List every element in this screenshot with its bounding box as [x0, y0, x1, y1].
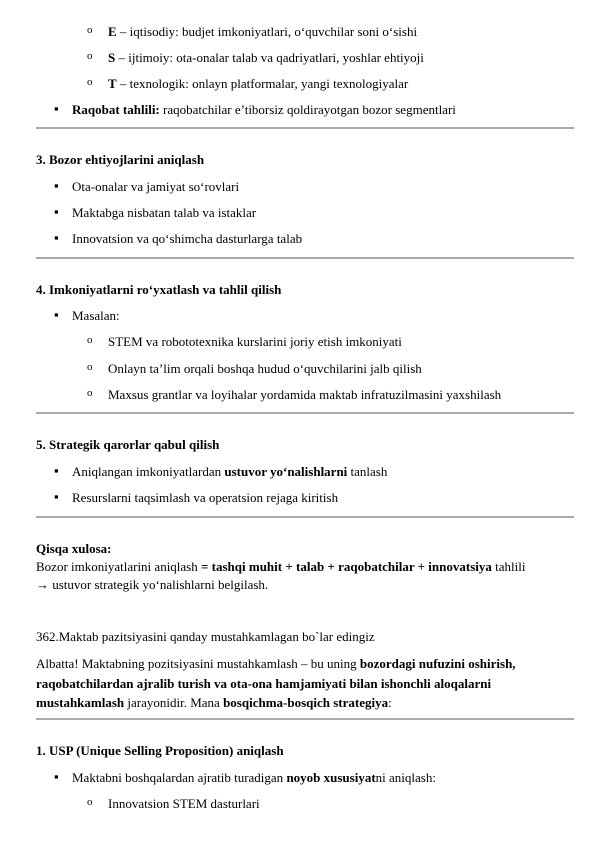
- list-item-label: Raqobat tahlili:: [72, 102, 160, 117]
- circle-bullet-icon: o: [87, 76, 93, 88]
- sublist-item: [87, 387, 502, 403]
- sublist-item-economic: [87, 24, 418, 40]
- answer-paragraph: [36, 654, 576, 713]
- circle-bullet-icon: o: [87, 387, 93, 399]
- sublist-item-key: S: [108, 50, 116, 65]
- section-heading-usp: 1. USP (Unique Selling Proposition) aniqlash: [36, 743, 284, 758]
- square-bullet-icon: ▪: [54, 204, 59, 219]
- list-item-text: Maktabni boshqalardan ajratib turadigan: [72, 770, 287, 785]
- list-item-text: Aniqlangan imkoniyatlardan: [72, 464, 225, 479]
- answer-text: Albatta! Maktabning pozitsiyasini mustahkamlash – bu uning: [36, 656, 360, 671]
- list-item-emphasis: ustuvor yo‘nalishlarni: [224, 464, 348, 479]
- circle-bullet-icon: o: [87, 796, 93, 808]
- list-item: [54, 463, 388, 480]
- square-bullet-icon: ▪: [54, 307, 59, 322]
- square-bullet-icon: ▪: [54, 178, 59, 193]
- divider: [36, 516, 574, 518]
- sublist-item: [87, 361, 422, 377]
- sublist-item-text: Onlayn ta’lim orqali boshqa hudud o‘quvchilarini jalb qilish: [108, 361, 422, 376]
- divider: [36, 718, 574, 720]
- sublist-item-text: – iqtisodiy: budjet imkoniyatlari, o‘quvchilar soni o‘sishi: [116, 24, 418, 39]
- list-item-text: Ota-onalar va jamiyat so‘rovlari: [72, 179, 240, 194]
- divider: [36, 127, 574, 129]
- square-bullet-icon: ▪: [54, 463, 59, 478]
- circle-bullet-icon: o: [87, 24, 93, 36]
- summary-text-end: tahlili: [491, 559, 526, 574]
- square-bullet-icon: ▪: [54, 489, 59, 504]
- list-item: [54, 489, 339, 506]
- summary-line: [36, 559, 525, 575]
- section-heading-5: 5. Strategik qarorlar qabul qilish: [36, 437, 220, 452]
- list-item-text: Masalan:: [72, 308, 120, 323]
- list-item-text: Maktabga nisbatan talab va istaklar: [72, 205, 257, 220]
- list-item-emphasis: noyob xususiyat: [286, 770, 376, 785]
- circle-bullet-icon: o: [87, 361, 93, 373]
- summary-title: Qisqa xulosa:: [36, 541, 112, 556]
- summary-text: Bozor imkoniyatlarini aniqlash: [36, 559, 201, 574]
- list-item-text: Innovatsion va qo‘shimcha dasturlarga talab: [72, 231, 303, 246]
- sublist-item-text: – texnologik: onlayn platformalar, yangi texnologiyalar: [116, 76, 409, 91]
- sublist-item-technological: [87, 76, 409, 92]
- list-item-competition: [54, 101, 456, 118]
- list-item-text: raqobatchilar e’tiborsiz qoldirayotgan bozor segmentlari: [159, 102, 456, 117]
- section-heading-4: 4. Imkoniyatlarni ro‘yxatlash va tahlil qilish: [36, 282, 282, 297]
- sublist-item-text: STEM va robototexnika kurslarini joriy etish imkoniyati: [108, 334, 402, 349]
- list-item-text-end: tanlash: [347, 464, 388, 479]
- sublist-item-text: – ijtimoiy: ota-onalar talab va qadriyatlari, yoshlar ehtiyoji: [115, 50, 424, 65]
- divider: [36, 412, 574, 414]
- sublist-item: [87, 334, 402, 350]
- sublist-item: [87, 796, 260, 812]
- sublist-item-text: Maxsus grantlar va loyihalar yordamida maktab infratuzilmasini yaxshilash: [108, 387, 502, 402]
- circle-bullet-icon: o: [87, 334, 93, 346]
- answer-emphasis: bozordagi nufuzini oshirish, raqobatchilardan ajralib turish va ota-ona hamjamiyati bilan ishonchli aloqalarni mustahkamlash: [36, 656, 516, 710]
- summary-conclusion: → ustuvor strategik yo‘nalishlarni belgilash.: [36, 577, 269, 592]
- sublist-item-social: [87, 50, 424, 66]
- square-bullet-icon: ▪: [54, 101, 59, 116]
- list-item-text: Resurslarni taqsimlash va operatsion rejaga kiritish: [72, 490, 339, 505]
- list-item: [54, 769, 436, 786]
- sublist-item-key: E: [108, 24, 117, 39]
- summary-formula: = tashqi muhit + talab + raqobatchilar + innovatsiya: [201, 559, 492, 574]
- sublist-item-key: T: [108, 76, 117, 91]
- list-item: [54, 307, 120, 324]
- answer-emphasis-strategy: bosqichma-bosqich strategiya: [223, 695, 389, 710]
- answer-text-end: :: [388, 695, 392, 710]
- list-item-text-end: ni aniqlash:: [375, 770, 436, 785]
- question-text: 362.Maktab pazitsiyasini qanday mustahkamlagan bo`lar edingiz: [36, 629, 375, 644]
- sublist-item-text: Innovatsion STEM dasturlari: [108, 796, 260, 811]
- list-item: [54, 178, 240, 195]
- divider: [36, 257, 574, 259]
- square-bullet-icon: ▪: [54, 230, 59, 245]
- circle-bullet-icon: o: [87, 50, 93, 62]
- square-bullet-icon: ▪: [54, 769, 59, 784]
- answer-text-mid: jarayonidir. Mana: [124, 695, 224, 710]
- list-item: [54, 230, 303, 247]
- section-heading-3: 3. Bozor ehtiyojlarini aniqlash: [36, 152, 205, 167]
- list-item: [54, 204, 257, 221]
